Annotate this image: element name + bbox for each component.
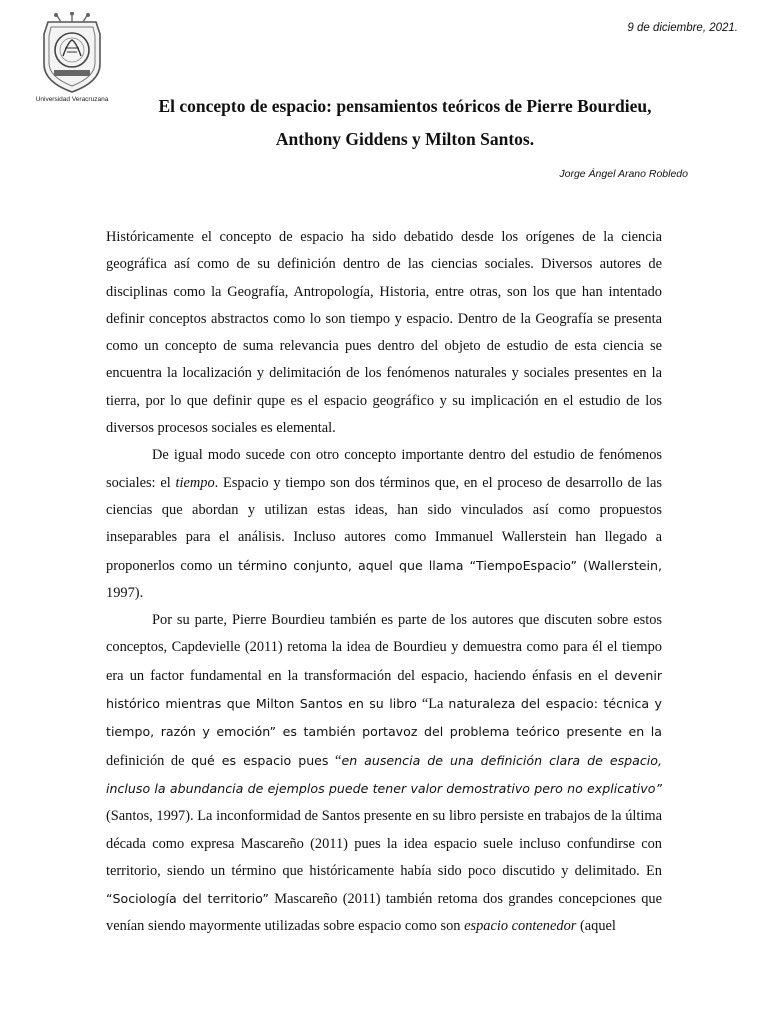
paragraph-3-text-j: “Sociología del territorio” xyxy=(106,891,269,907)
paragraph-2-text-a: De igual modo sucede con otro concepto importante dentro del estudio de fenómenos sociales: el xyxy=(106,447,662,491)
document-date: 9 de diciembre, 2021. xyxy=(627,22,738,34)
paragraph-3-text-g: “ xyxy=(328,752,342,769)
emphasis-espacio-contenedor: espacio contenedor xyxy=(464,918,577,935)
paragraph-2 xyxy=(106,442,662,607)
logo-caption: Universidad Veracruzana xyxy=(35,96,109,103)
emphasis-tiempo: tiempo xyxy=(175,474,215,491)
paragraph-3-text-a: Por su parte, Pierre Bourdieu también es parte de los autores que discuten sobre estos conceptos, Capdevielle (2011) retoma la idea de Bourdieu y demuestra como para él el tiempo era un factor fundamental en la transformación del espacio, haciendo énfasis en el xyxy=(106,612,662,684)
paragraph-3-text-f: qué es espacio pues xyxy=(191,752,329,768)
document-author: Jorge Ángel Arano Robledo xyxy=(559,168,688,180)
paragraph-3-text-b: devenir histórico mientras que Milton Santos en su libro xyxy=(106,667,662,712)
paragraph-3-text-d: naturaleza del espacio: técnica y tiempo, razón y emoción” es también portavoz del problema teórico presente en la xyxy=(106,696,663,740)
paragraph-3-text-k: Mascareño (2011) también retoma dos grandes concepciones que venían siendo mayormente utilizadas sobre espacio como son xyxy=(106,891,662,935)
paragraph-3 xyxy=(106,607,662,941)
paragraph-2-text-e: 1997). xyxy=(106,584,144,601)
paragraph-2-text-d: término conjunto, aquel que llama “TiempoEspacio” (Wallerstein, xyxy=(238,557,662,573)
university-logo xyxy=(24,12,120,104)
paragraph-3-text-m: (aquel xyxy=(576,918,616,935)
title-line-1: El concepto de espacio: pensamientos teóricos de Pierre Bourdieu, xyxy=(158,96,652,116)
title-line-2: Anthony Giddens y Milton Santos. xyxy=(275,129,535,149)
paragraph-2-text-c: . Espacio y tiempo son dos términos que, en el proceso de desarrollo de las ciencias que abordan y utilizan estas ideas, han sido vinculados así como propuestos inseparables para el análisis. Incluso autores como Immanuel Wallerstein han llegado a proponerlos como un xyxy=(106,474,662,574)
paragraph-3-text-i: (Santos, 1997). La inconformidad de Santos presente en su libro persiste en trabajos de la última década como expresa Mascareño (2011) pues la idea espacio suele incluso confundirse con territorio, siendo un término que históricamente había sido poco discutido y delimitado. En xyxy=(106,808,662,879)
santos-quote: en ausencia de una definición clara de espacio, incluso la abundancia de ejemplos puede tener valor demostrativo pero no explicativo” xyxy=(106,752,662,796)
document-body xyxy=(106,224,662,941)
university-seal-icon xyxy=(34,12,110,94)
paragraph-3-text-e: definición de xyxy=(106,752,192,769)
document-title xyxy=(130,90,680,156)
paragraph-1: Históricamente el concepto de espacio ha sido debatido desde los orígenes de la ciencia geográfica así como de su definición dentro de las ciencias sociales. Diversos autores de disciplinas como la Geografía, Antropología, Historia, entre otras, son los que han intentado definir conceptos abstractos como lo son tiempo y espacio. Dentro de la Geografía se presenta como un concepto de suma relevancia pues dentro del objeto de estudio de esta ciencia se encuentra la localización y delimitación de los fenómenos naturales y sociales presentes en la tierra, por lo que definir qupe es el espacio geográfico y su implicación en el estudio de los diversos procesos sociales es elemental. xyxy=(106,229,662,437)
paragraph-3-text-c: “La xyxy=(416,696,449,713)
